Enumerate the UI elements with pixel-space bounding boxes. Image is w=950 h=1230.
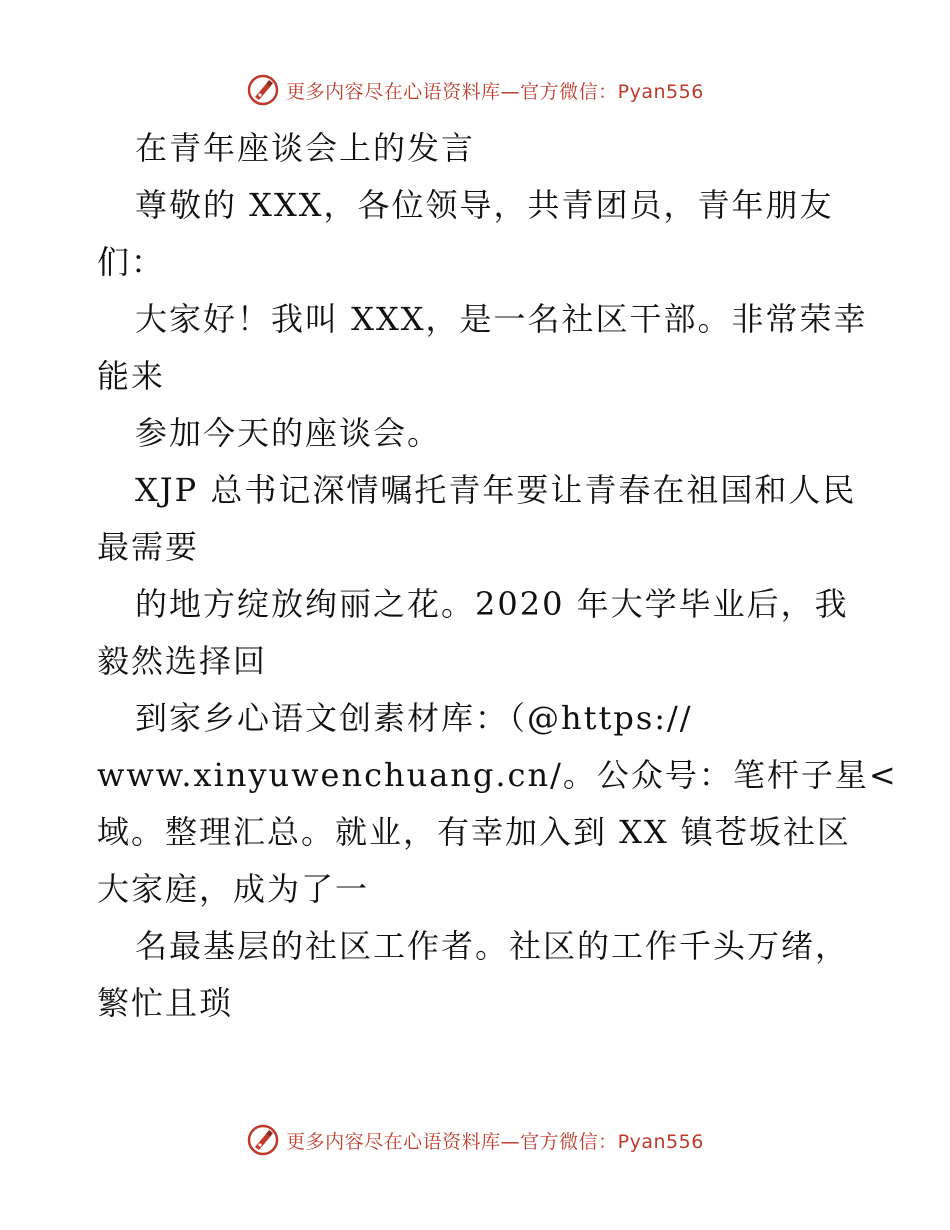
paragraph-line: 们： [97, 243, 166, 281]
paragraph-line: 尊敬的 XXX，各位领导，共青团员，青年朋友 [135, 186, 834, 224]
paragraph-line: www.xinyuwenchuang.cn/。公众号：笔杆子星< [97, 756, 898, 794]
document-body [97, 120, 898, 1032]
banner-wechat-text: 官方微信：Pyan556 [520, 80, 704, 103]
paragraph-line: 毅然选择回 [97, 642, 268, 680]
paragraph-line: XJP 总书记深情嘱托青年要让青春在祖国和人民 [135, 471, 857, 509]
paragraph-line: 的地方绽放绚丽之花。2020 年大学毕业后，我 [135, 585, 849, 623]
banner-main-text: 更多内容尽在心语资料库 [286, 1130, 501, 1153]
document-title: 在青年座谈会上的发言 [135, 129, 476, 167]
paragraph-line: 大家庭，成为了一 [97, 870, 370, 908]
banner-wechat-text: 官方微信：Pyan556 [520, 1130, 704, 1153]
paragraph-line: 域。整理汇总。就业，有幸加入到 XX 镇苍坂社区 [97, 813, 851, 851]
pen-nib-logo-icon [246, 73, 280, 107]
footer-banner [0, 1120, 950, 1160]
banner-main-text: 更多内容尽在心语资料库 [286, 80, 501, 103]
banner-text [286, 77, 704, 104]
paragraph-line: 参加今天的座谈会。 [135, 414, 442, 452]
banner-text [286, 1127, 704, 1154]
paragraph-line: 大家好！我叫 XXX，是一名社区干部。非常荣幸 [135, 300, 868, 338]
banner-dash: — [500, 1130, 521, 1153]
paragraph-line: 最需要 [97, 528, 200, 566]
pen-nib-logo-icon [246, 1123, 280, 1157]
paragraph-line: 能来 [97, 357, 166, 395]
header-banner [0, 70, 950, 110]
paragraph-line: 名最基层的社区工作者。社区的工作千头万绪， [135, 927, 850, 965]
paragraph-line: 繁忙且琐 [97, 984, 234, 1022]
paragraph-line: 到家乡心语文创素材库：（@https:// [135, 699, 693, 737]
banner-dash: — [500, 80, 521, 103]
